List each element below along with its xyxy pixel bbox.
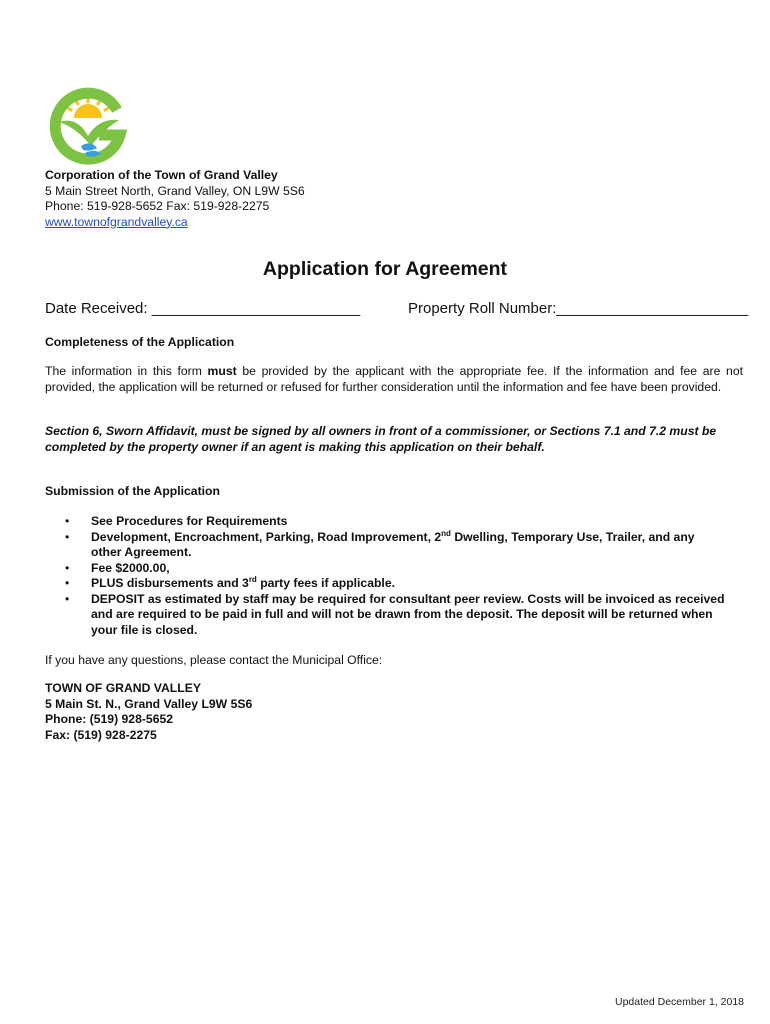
website-link[interactable]: www.townofgrandvalley.ca bbox=[45, 214, 188, 229]
list-item-text: Fee $2000.00, bbox=[91, 560, 170, 575]
submission-heading: Submission of the Application bbox=[45, 484, 220, 498]
contact-block bbox=[45, 681, 252, 743]
list-item bbox=[45, 561, 725, 577]
organization-phone-fax: Phone: 519-928-5652 Fax: 519-928-2275 bbox=[45, 199, 270, 213]
superscript: rd bbox=[248, 574, 257, 584]
list-item-text: party fees if applicable. bbox=[256, 576, 395, 590]
list-item bbox=[45, 576, 725, 592]
list-item-text: Development, Encroachment, Parking, Road Improvement, 2 bbox=[91, 529, 442, 544]
page-title: Application for Agreement bbox=[262, 258, 508, 280]
contact-fax: Fax: (519) 928-2275 bbox=[45, 727, 157, 742]
bullet-icon: • bbox=[65, 514, 70, 528]
completeness-heading: Completeness of the Application bbox=[45, 335, 235, 349]
list-item-text: Dwelling, Temporary Use, Trailer, and any other Agreement. bbox=[91, 529, 695, 559]
town-logo-icon bbox=[47, 80, 129, 168]
completeness-text-end: be provided by the applicant with the appropriate fee. If the information and fee are not provided, the application will be returned or refused for further consideration until the information and fee have been provided. bbox=[45, 364, 743, 394]
superscript: nd bbox=[441, 528, 451, 538]
list-item-text: DEPOSIT as estimated by staff may be required for consultant peer review. Costs will be invoiced as received and are required to be paid in full and will not be drawn from the deposit. The deposit will be returned when your file is closed. bbox=[91, 591, 725, 637]
bullet-icon: • bbox=[65, 529, 70, 544]
contact-name: TOWN OF GRAND VALLEY bbox=[45, 681, 201, 695]
list-item-text: PLUS disbursements and 3 bbox=[91, 576, 249, 590]
submission-list bbox=[45, 514, 725, 638]
updated-date: Updated December 1, 2018 bbox=[615, 996, 744, 1008]
list-item bbox=[45, 592, 725, 639]
bullet-icon: • bbox=[65, 576, 70, 590]
organization-header bbox=[45, 168, 305, 230]
list-item-text: See Procedures for Requirements bbox=[91, 514, 288, 528]
list-item bbox=[45, 514, 725, 530]
contact-phone: Phone: (519) 928-5652 bbox=[45, 712, 174, 726]
completeness-paragraph bbox=[45, 364, 743, 395]
affidavit-warning: Section 6, Sworn Affidavit, must be signed by all owners in front of a commissioner, or Sections 7.1 and 7.2 must be completed by the property owner if an agent is making this application on their behalf. bbox=[45, 424, 717, 454]
questions-text: If you have any questions, please contact the Municipal Office: bbox=[45, 653, 383, 667]
property-roll-number-field[interactable]: Property Roll Number:_______________________ bbox=[408, 300, 749, 317]
completeness-must: must bbox=[207, 364, 237, 378]
date-received-field[interactable]: Date Received: _________________________ bbox=[45, 300, 361, 317]
bullet-icon: • bbox=[65, 591, 70, 606]
completeness-text-start: The information in this form bbox=[45, 364, 208, 378]
contact-address: 5 Main St. N., Grand Valley L9W 5S6 bbox=[45, 696, 253, 711]
bullet-icon: • bbox=[65, 560, 70, 575]
organization-name: Corporation of the Town of Grand Valley bbox=[45, 168, 278, 182]
organization-address: 5 Main Street North, Grand Valley, ON L9W 5S6 bbox=[45, 183, 305, 198]
list-item bbox=[45, 530, 725, 561]
